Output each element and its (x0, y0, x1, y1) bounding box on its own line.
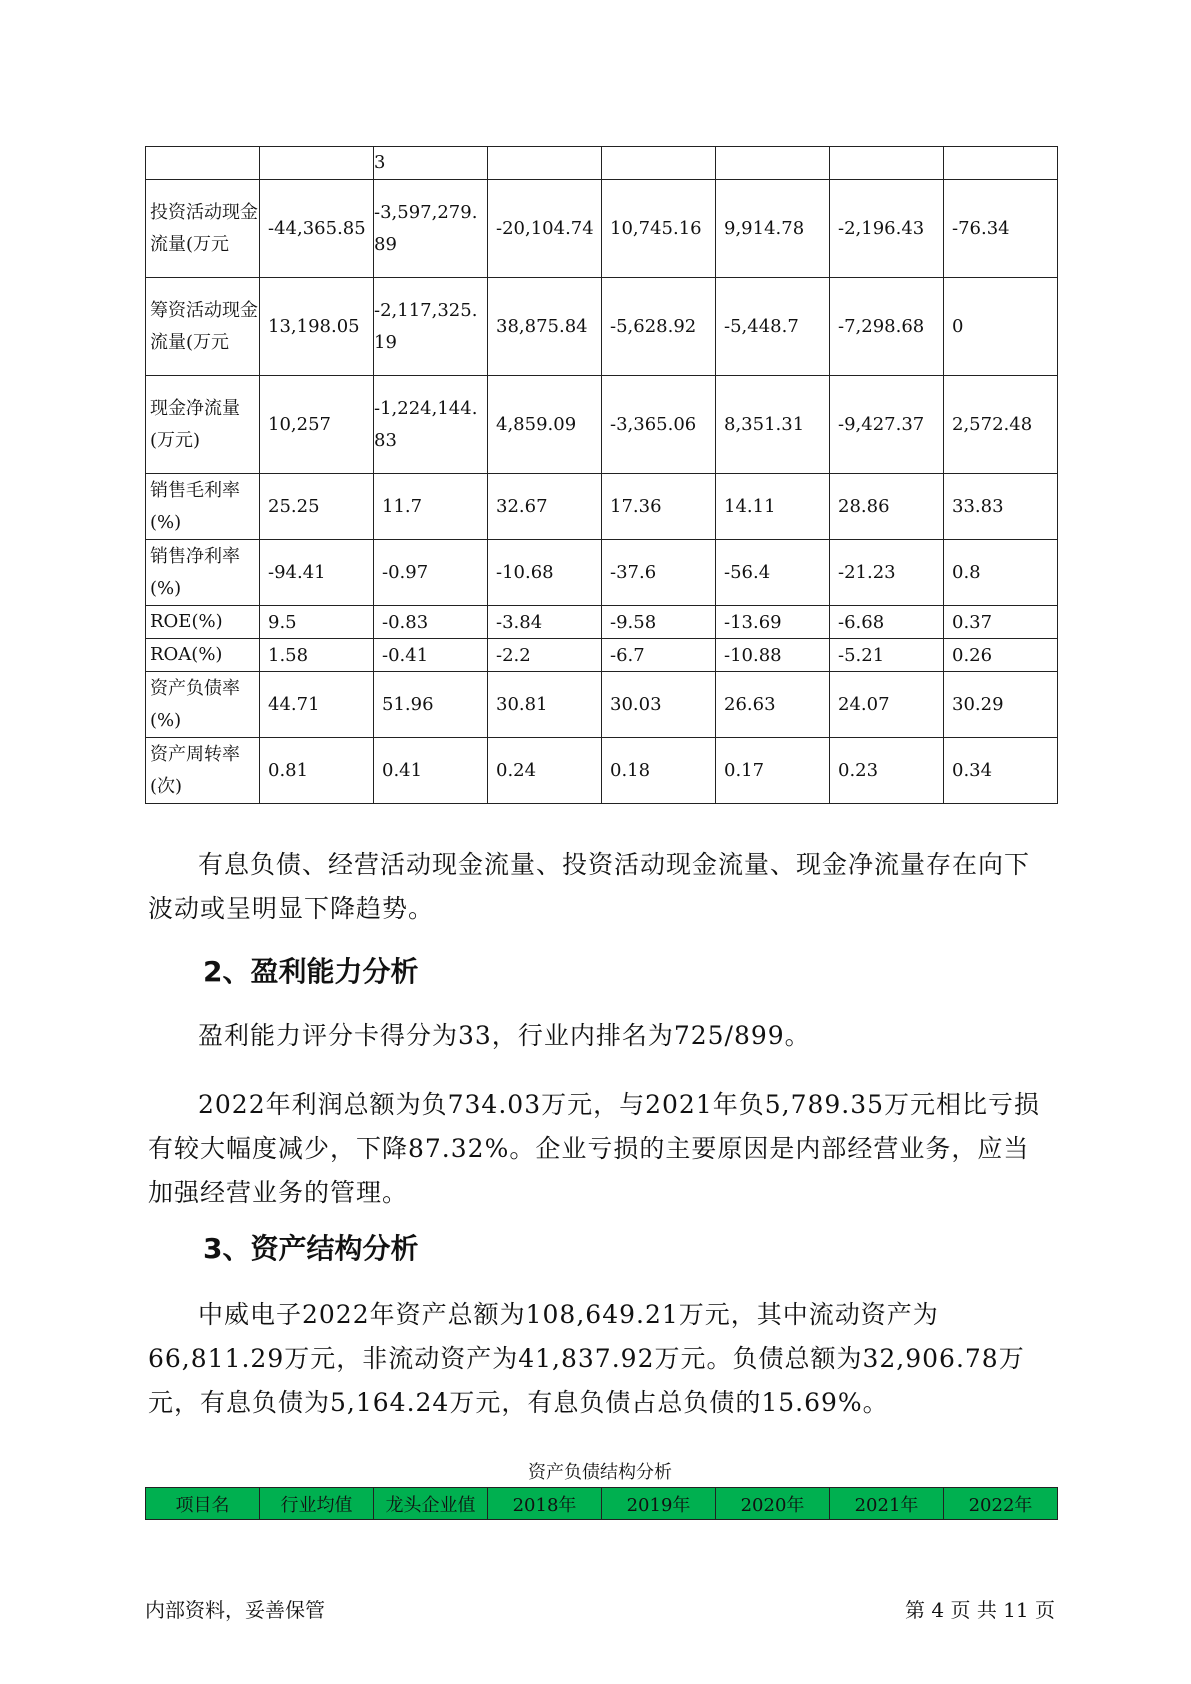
table-cell: 9,914.78 (716, 180, 830, 278)
table-cell: -13.69 (716, 606, 830, 639)
paragraph-assets: 中威电子2022年资产总额为108,649.21万元，其中流动资产为66,811.29万元，非流动资产为41,837.92万元。负债总额为32,906.78万元，有息负债为5,164.24万元，有息负债占总负债的15.69%。 (148, 1300, 1025, 1417)
table-cell: -37.6 (602, 540, 716, 606)
asset-liability-table (145, 1487, 1058, 1520)
table-cell: -6.68 (830, 606, 944, 639)
table-cell: -56.4 (716, 540, 830, 606)
header-cell: 行业均值 (260, 1488, 374, 1520)
table-cell: -20,104.74 (488, 180, 602, 278)
table-cell: -76.34 (944, 180, 1058, 278)
section-heading-asset-structure: 3、资产结构分析 (203, 1232, 419, 1265)
table-cell: -9.58 (602, 606, 716, 639)
table-cell: 0.17 (716, 738, 830, 804)
table-cell: 0.18 (602, 738, 716, 804)
header-cell: 龙头企业值 (374, 1488, 488, 1520)
table-cell: 25.25 (260, 474, 374, 540)
header-cell: 2019年 (602, 1488, 716, 1520)
table-row (146, 672, 1058, 738)
row-label: 现金净流量(万元) (146, 376, 260, 474)
table-cell: -44,365.85 (260, 180, 374, 278)
row-label: 资产周转率(次) (146, 738, 260, 804)
table-cell: 13,198.05 (260, 278, 374, 376)
header-cell: 2022年 (944, 1488, 1058, 1520)
table-cell: 28.86 (830, 474, 944, 540)
table-cell: -3,365.06 (602, 376, 716, 474)
table-cell: 8,351.31 (716, 376, 830, 474)
table-cell: -3,597,279.89 (374, 180, 488, 278)
table-cell: -9,427.37 (830, 376, 944, 474)
header-cell: 2021年 (830, 1488, 944, 1520)
financial-ratios-table (145, 146, 1058, 804)
table-cell: 0.8 (944, 540, 1058, 606)
table-cell: 38,875.84 (488, 278, 602, 376)
table-cell: 0.41 (374, 738, 488, 804)
table-cell: -94.41 (260, 540, 374, 606)
table-row (146, 606, 1058, 639)
header-cell: 项目名 (146, 1488, 260, 1520)
paragraph-score: 盈利能力评分卡得分为33，行业内排名为725/899。 (198, 1021, 811, 1050)
table-cell: -2,196.43 (830, 180, 944, 278)
table-cell: 0.34 (944, 738, 1058, 804)
table-cell: 30.29 (944, 672, 1058, 738)
row-label: 投资活动现金流量(万元 (146, 180, 260, 278)
table-caption: 资产负债结构分析 (528, 1462, 672, 1483)
table-cell: -10.88 (716, 639, 830, 672)
table-row (146, 278, 1058, 376)
table-cell: -0.97 (374, 540, 488, 606)
table-cell: 0.26 (944, 639, 1058, 672)
table-cell: -5.21 (830, 639, 944, 672)
table-cell: 2,572.48 (944, 376, 1058, 474)
row-label: 销售净利率(%) (146, 540, 260, 606)
table-cell: 3 (374, 147, 488, 180)
table-cell: -1,224,144.83 (374, 376, 488, 474)
table-cell: -7,298.68 (830, 278, 944, 376)
table-row (146, 738, 1058, 804)
table-row (146, 540, 1058, 606)
table-cell: 24.07 (830, 672, 944, 738)
header-cell: 2018年 (488, 1488, 602, 1520)
header-cell: 2020年 (716, 1488, 830, 1520)
table-cell: 33.83 (944, 474, 1058, 540)
table-cell: 0.81 (260, 738, 374, 804)
table-cell: -2,117,325.19 (374, 278, 488, 376)
row-label: 资产负债率(%) (146, 672, 260, 738)
table-row (146, 376, 1058, 474)
row-label: ROE(%) (146, 606, 260, 639)
table-cell: -3.84 (488, 606, 602, 639)
table-cell: 0.37 (944, 606, 1058, 639)
paragraph-trend: 有息负债、经营活动现金流量、投资活动现金流量、现金净流量存在向下波动或呈明显下降趋势。 (148, 850, 1031, 923)
table-cell: 14.11 (716, 474, 830, 540)
table-cell: 44.71 (260, 672, 374, 738)
table-cell: 51.96 (374, 672, 488, 738)
table-cell: 1.58 (260, 639, 374, 672)
table-cell: 9.5 (260, 606, 374, 639)
table-row (146, 474, 1058, 540)
table-row (146, 639, 1058, 672)
table-cell: 11.7 (374, 474, 488, 540)
footer-page-number: 第 4 页 共 11 页 (905, 1598, 1055, 1622)
row-label: 销售毛利率(%) (146, 474, 260, 540)
row-label: ROA(%) (146, 639, 260, 672)
table-cell: 10,257 (260, 376, 374, 474)
table-cell: -10.68 (488, 540, 602, 606)
table-cell: 0.23 (830, 738, 944, 804)
table-cell: 0.24 (488, 738, 602, 804)
table-cell: 10,745.16 (602, 180, 716, 278)
table-cell: 30.81 (488, 672, 602, 738)
table-cell: 17.36 (602, 474, 716, 540)
row-label: 筹资活动现金流量(万元 (146, 278, 260, 376)
table-row (146, 180, 1058, 278)
table-cell: -0.41 (374, 639, 488, 672)
table-row-continuation (146, 147, 1058, 180)
table-cell: -0.83 (374, 606, 488, 639)
table-cell: -5,628.92 (602, 278, 716, 376)
table-cell: 4,859.09 (488, 376, 602, 474)
paragraph-profit: 2022年利润总额为负734.03万元，与2021年负5,789.35万元相比亏损有较大幅度减少，下降87.32%。企业亏损的主要原因是内部经营业务，应当加强经营业务的管理。 (148, 1090, 1041, 1207)
table-cell: -5,448.7 (716, 278, 830, 376)
table-cell: 26.63 (716, 672, 830, 738)
table-cell: -6.7 (602, 639, 716, 672)
table-cell: 32.67 (488, 474, 602, 540)
section-heading-profitability: 2、盈利能力分析 (203, 955, 419, 988)
table-cell: 0 (944, 278, 1058, 376)
table-header-row (146, 1488, 1058, 1520)
footer-confidential: 内部资料，妥善保管 (145, 1598, 325, 1622)
table-cell: -2.2 (488, 639, 602, 672)
table-cell: -21.23 (830, 540, 944, 606)
table-cell: 30.03 (602, 672, 716, 738)
